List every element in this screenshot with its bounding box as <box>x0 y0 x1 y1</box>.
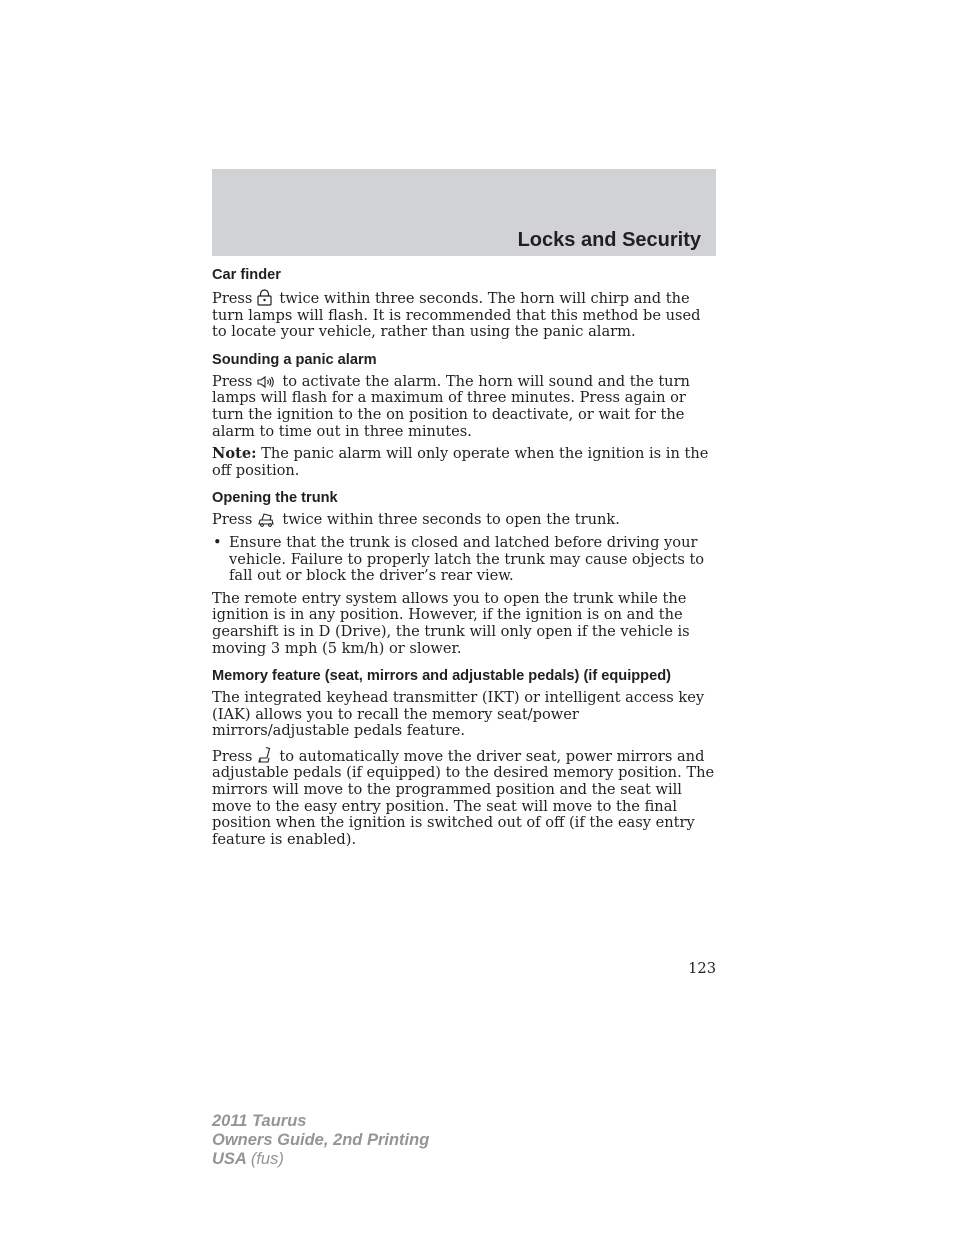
bullet-symbol: • <box>213 533 222 551</box>
car-finder-text: twice within three seconds. The horn will chirp and the turn lamps will flash. It is recommended that this method be used to locate your vehicle, rather than using the panic alarm. <box>212 290 701 341</box>
car-finder-paragraph <box>212 289 716 341</box>
footer-line-1: 2011 Taurus <box>212 1112 307 1130</box>
panic-alarm-paragraph <box>212 374 716 440</box>
footer <box>212 1112 429 1169</box>
trunk-heading: Opening the trunk <box>212 490 338 507</box>
panic-alarm-section <box>212 351 716 480</box>
car-finder-section <box>212 266 716 341</box>
bullet-text: Ensure that the trunk is closed and latched before driving your vehicle. Failure to properly latch the trunk may cause objects to fall out or block the driver’s rear view. <box>229 533 705 585</box>
memory-text: to automatically move the driver seat, power mirrors and adjustable pedals (if equipped) to the desired memory position. The mirrors will move to the programmed position and the seat will move to the easy entry position. The seat will move to the final position when the ignition is switched out of off (if the easy entry feature is enabled). <box>212 747 715 848</box>
panic-horn-icon <box>257 375 275 389</box>
page-number: 123 <box>688 960 716 977</box>
car-finder-heading: Car finder <box>212 267 281 283</box>
note-text: The panic alarm will only operate when the ignition is in the off position. <box>212 445 709 479</box>
trunk-bullet-list <box>212 535 716 585</box>
footer-region-code: (fus) <box>250 1150 284 1168</box>
panic-alarm-heading: Sounding a panic alarm <box>212 351 377 368</box>
footer-region: USA <box>212 1150 247 1168</box>
panic-alarm-text: to activate the alarm. The horn will sound and the turn lamps will flash for a maximum of three minutes. Press again or turn the ignition to the on position to deactivate, or wait for the alarm to time out in three minutes. <box>212 372 690 440</box>
trunk-paragraph-2: The remote entry system allows you to open the trunk while the ignition is in any position. However, if the ignition is on and the gearshift is in D (Drive), the trunk will only open if the vehicle is moving 3 mph (5 km/h) or slower. <box>212 589 690 657</box>
lock-icon <box>257 289 272 306</box>
page-content <box>212 266 716 858</box>
press-text: Press <box>212 290 253 307</box>
footer-line-3 <box>212 1150 429 1169</box>
panic-alarm-note <box>212 446 716 479</box>
memory-paragraph-1: The integrated keyhead transmitter (IKT) or intelligent access key (IAK) allows you to recall the memory seat/power mirrors/adjustable pedals feature. <box>212 689 705 740</box>
memory-seat-icon <box>257 746 272 764</box>
section-header-band <box>212 169 716 256</box>
press-text: Press <box>212 372 253 390</box>
trunk-text: twice within three seconds to open the trunk. <box>282 511 620 529</box>
note-label: Note: <box>212 445 257 463</box>
trunk-open-icon <box>257 512 275 527</box>
list-item <box>212 535 716 585</box>
trunk-paragraph <box>212 512 716 529</box>
memory-feature-heading: Memory feature (seat, mirrors and adjustable pedals) (if equipped) <box>212 668 671 685</box>
trunk-section <box>212 489 716 657</box>
section-title: Locks and Security <box>517 229 701 251</box>
press-text: Press <box>212 747 253 765</box>
footer-line-2: Owners Guide, 2nd Printing <box>212 1131 430 1149</box>
memory-feature-section <box>212 667 716 848</box>
memory-paragraph-2 <box>212 746 716 849</box>
press-text: Press <box>212 511 253 529</box>
